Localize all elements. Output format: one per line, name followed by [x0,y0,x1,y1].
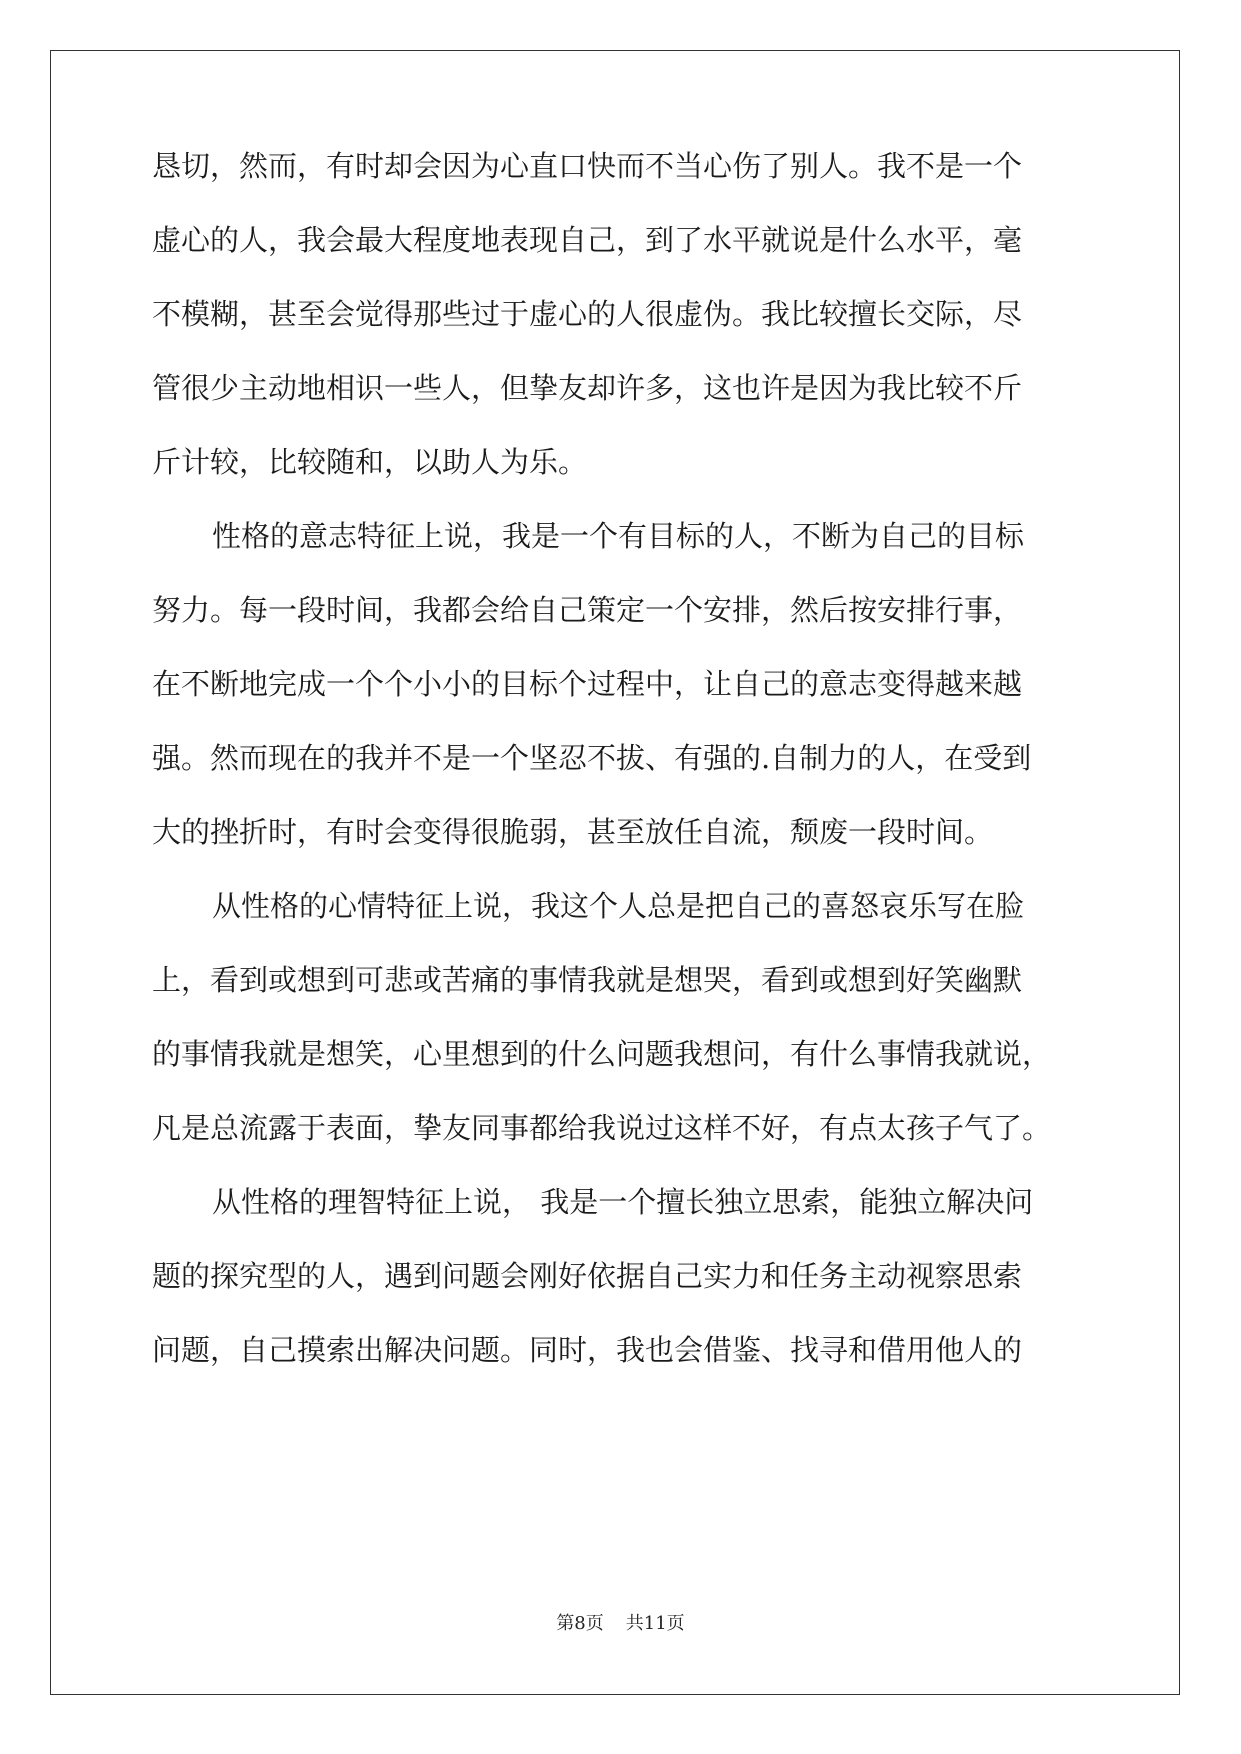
text-line: 大的挫折时，有时会变得很脆弱，甚至放任自流，颓废一段时间。 [152,815,994,849]
text-line: 在不断地完成一个个小小的目标个过程中，让自己的意志变得越来越 [152,667,1023,701]
text-line: 问题，自己摸索出解决问题。同时，我也会借鉴、找寻和借用他人的 [152,1333,1023,1367]
page-footer [0,1612,1241,1636]
text-line: 的事情我就是想笑，心里想到的什么问题我想问，有什么事情我就说， [152,1037,1052,1071]
text-line: 努力。每一段时间，我都会给自己策定一个安排，然后按安排行事， [152,593,1023,627]
text-line: 题的探究型的人，遇到问题会刚好依据自己实力和任务主动视察思索 [152,1259,1023,1293]
text-line: 管很少主动地相识一些人，但挚友却许多，这也许是因为我比较不斤 [152,371,1023,405]
text-line: 恳切，然而，有时却会因为心直口快而不当心伤了别人。我不是一个 [152,149,1023,183]
text-line: 不模糊，甚至会觉得那些过于虚心的人很虚伪。我比较擅长交际，尽 [152,297,1023,331]
page-number: 第8页 [556,1613,604,1634]
text-line: 上，看到或想到可悲或苦痛的事情我就是想哭，看到或想到好笑幽默 [152,963,1023,997]
page-total: 共11页 [625,1613,685,1634]
text-line: 斤计较，比较随和，以助人为乐。 [152,445,588,479]
text-line: 凡是总流露于表面，挚友同事都给我说过这样不好，有点太孩子气了。 [152,1111,1052,1145]
text-line: 虚心的人，我会最大程度地表现自己，到了水平就说是什么水平，毫 [152,223,1023,257]
paragraph-first-line: 性格的意志特征上说，我是一个有目标的人，不断为自己的目标 [212,519,1025,553]
paragraph-first-line: 从性格的心情特征上说，我这个人总是把自己的喜怒哀乐写在脸 [212,889,1025,923]
text-line: 强。然而现在的我并不是一个坚忍不拔、有强的.自制力的人，在受到 [152,741,1032,775]
paragraph-first-line: 从性格的理智特征上说， 我是一个擅长独立思索，能独立解决问 [212,1185,1034,1219]
